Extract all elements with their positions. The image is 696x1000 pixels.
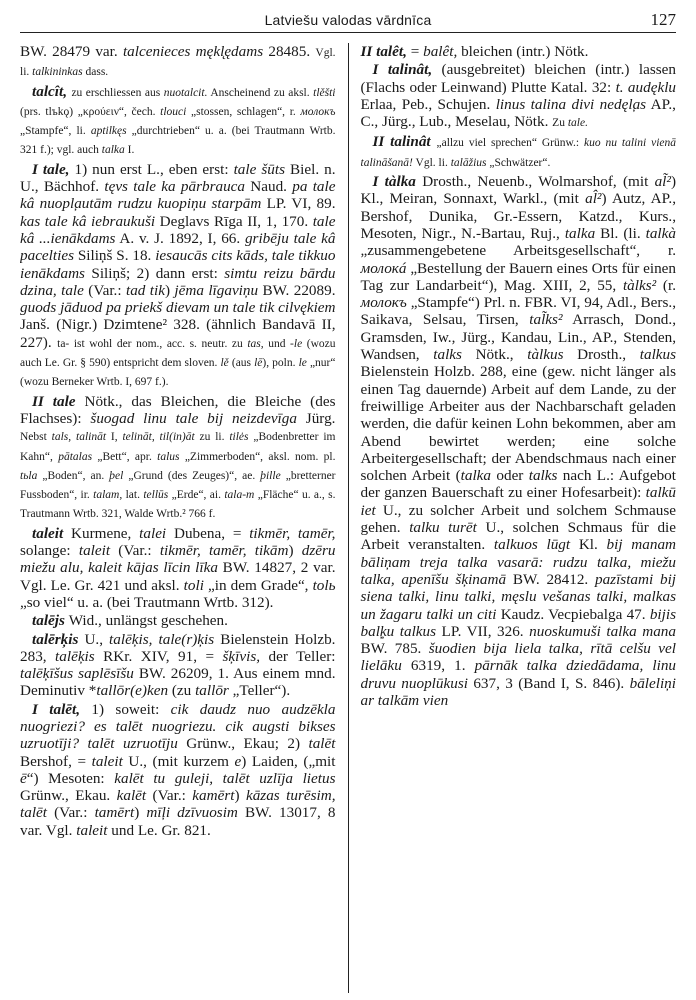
entry-text: Bielenstein Holzb. 288, eine (gew. nicht länger als einen Tag dauernde) Arbeit auf dem Lande, zu der freiwillige Arbeiter aus der Nachbarschaft geladen werden, die dafür keinen Lohn bekommen, aber am Abend bewirtet werden; eine solche Arbeitergesellschaft; der Abendschmaus nach einer solchen Arbeit (	[360, 363, 676, 485]
entry-text: dass.	[82, 66, 109, 79]
entry-text: talka	[564, 224, 596, 242]
dictionary-entry	[361, 43, 677, 60]
entry-text: taleit	[91, 752, 123, 770]
entry-text: (prs. tlъkǫ) „κρούειν“, čech.	[20, 105, 161, 118]
entry-text: BW. 26209, 1. Aus einem mnd. Deminutiv *	[20, 665, 336, 700]
two-column-body	[20, 43, 676, 993]
entry-text: „bretterner Fussboden“, ir.	[20, 469, 336, 502]
left-column	[20, 43, 348, 993]
entry-text: taleit	[76, 821, 108, 839]
entry-text: Siliņš S. 18.	[73, 247, 156, 265]
entry-text: „Stampfe“, li.	[20, 125, 91, 138]
entry-text: lē	[254, 357, 263, 370]
entry-text: tala-m	[224, 489, 255, 502]
entry-text: 28485.	[263, 43, 316, 60]
entry-text: le	[298, 357, 307, 370]
entry-text: BW. 785.	[360, 640, 429, 658]
entry-headword: I talinât,	[372, 61, 442, 79]
entry-text: talus	[157, 450, 180, 463]
entry-text: und	[263, 337, 291, 350]
entry-text: talks	[528, 467, 558, 485]
entry-text: ta- ist wohl der nom., acc. s. neutr. zu	[57, 337, 248, 350]
entry-text: talku turēt	[409, 519, 477, 537]
entry-text: „Fläche“ u. a., s. Trautmann Wrtb. 321, Walde Wrtb.² 766 f.	[20, 489, 336, 521]
entry-text: e	[234, 752, 242, 770]
entry-text: BW. 13017, 8 var. Vgl.	[20, 804, 336, 839]
entry-text: talkuos lūgt	[493, 536, 571, 554]
entry-text: (ausgebreitet) bleichen (intr.) lassen (Flachs oder Leinwand) Plutte Katal. 32:	[360, 61, 676, 96]
entry-text: lat.	[122, 489, 144, 502]
dictionary-entry	[20, 393, 336, 524]
entry-text: tale kâ ...ienākdams	[20, 212, 336, 247]
entry-text: Kaudz. Vecpiebalga 47.	[496, 605, 650, 623]
entry-text: BW. 28412.	[506, 570, 595, 588]
entry-text: Janš. (Nigr.) Dzimtene² 328. (ähnlich Bandavā II, 227).	[20, 316, 336, 351]
entry-headword: taleit	[32, 524, 72, 542]
entry-text: U.,	[84, 630, 110, 648]
entry-text: Biel. n. U., Bächhof.	[20, 160, 336, 196]
entry-text: kas tale kâ iebraukuši	[20, 212, 156, 230]
entry-text: ē	[20, 769, 27, 787]
entry-text: talcenieces mękl̨ędams	[122, 43, 264, 60]
dictionary-entry	[20, 631, 336, 700]
entry-text: kuo nu talini vienā talināšanā!	[360, 137, 676, 169]
entry-text: pa tale kâ nuopl̦autām rudzu kuopiņu starpām	[20, 178, 336, 213]
entry-text: ) Kl., Meiran, Sonnaxt, Warkl., (mit	[360, 173, 676, 208]
entry-text: Wid., unlängst geschehen.	[68, 612, 228, 630]
entry-text: I,	[106, 431, 123, 444]
entry-text: al̂²	[585, 190, 602, 208]
entry-text: cik daudz nuo audzēkla nuogriezi? es talēt nuogriezu. cik augsti bikses uzruotīji? talēt uzruotīju	[20, 700, 336, 753]
entry-text: talkus	[639, 346, 676, 364]
entry-text: gribēju tale kâ paceltiеs	[20, 229, 336, 265]
entry-text: I.	[124, 144, 135, 157]
entry-text: tьla	[20, 469, 38, 482]
entry-text: tikmēr, tamēr,	[249, 524, 336, 542]
entry-text: tęvs tale ka pārbrauca	[104, 178, 246, 196]
entry-text: talkà	[645, 224, 676, 242]
entry-text: LP. VI, 89.	[261, 195, 336, 213]
entry-text: -le	[290, 337, 303, 350]
entry-text: Nötk., das Bleichen, die Bleiche (des Flachses):	[20, 392, 336, 427]
entry-text: Kl.	[570, 536, 607, 554]
entry-text: „Zimmerboden“, aksl. nom. pl.	[179, 450, 336, 463]
entry-text: 1) soweit:	[91, 700, 171, 718]
entry-text: 637, 3 (Band I, S. 846).	[467, 674, 630, 692]
entry-text: U., solchen Schmaus für die Arbeit veranstalten.	[360, 519, 676, 554]
entry-text: talka	[460, 467, 492, 485]
entry-text: „Teller“).	[228, 682, 291, 700]
entry-text: pārnāk talka dziedādama, linu druvu nuoplūkusi	[360, 657, 676, 692]
entry-text: „Boden“, an.	[37, 469, 110, 482]
entry-text: BW. 28479 var.	[20, 43, 123, 60]
entry-headword: I tàlka	[372, 173, 423, 191]
entry-text: talkū iet	[360, 484, 676, 519]
entry-text: ) Laiden, („mit	[241, 752, 336, 770]
entry-text: „Bodenbretter im Kahn“,	[20, 431, 336, 463]
entry-text: U., (mit kurzem	[122, 752, 235, 770]
entry-text: „Erde“, ai.	[168, 489, 225, 502]
entry-text: der Teller:	[260, 647, 336, 665]
entry-headword: II talinât	[372, 133, 437, 151]
entry-text: ) Autz, AP., Bershof, Dunika, Gr.-Essern, Katzd., Kurs., Mesoten, Nigr., N.-Bartau, Ruj.,	[360, 190, 676, 242]
entry-text: zu li.	[194, 431, 230, 444]
entry-text: „allzu viel sprechen“ Grünw.:	[436, 137, 585, 150]
entry-text: молокъ	[300, 105, 336, 118]
entry-text: þel	[109, 469, 124, 482]
entry-text: (wozu auch Le. Gr. § 590) entspricht dem sloven.	[20, 337, 336, 370]
entry-text: tikmēr, tamēr, tikām	[159, 542, 289, 560]
entry-text: bijis bal̦ķu talkus	[360, 605, 676, 640]
entry-text: talkininkas	[32, 66, 83, 79]
entry-text: šķīvis,	[222, 647, 261, 665]
entry-text: молокá	[360, 259, 407, 277]
entry-text: þille	[260, 469, 281, 482]
entry-text: „stossen, schlagen“, r.	[186, 105, 301, 118]
entry-text: BW. 14827, 2 var. Vgl. Le. Gr. 421 und aksl.	[20, 559, 336, 594]
entry-text: 1) nun erst L., eben erst:	[74, 160, 234, 178]
entry-text: )	[234, 787, 246, 805]
entry-text: tolь	[312, 576, 336, 594]
entry-text: zu erschliessen aus	[71, 86, 164, 99]
entry-text: Jürg.	[296, 409, 336, 427]
entry-text: solange:	[20, 542, 79, 560]
entry-text: tellūs	[143, 489, 169, 502]
entry-text: tamērt	[94, 804, 135, 822]
entry-text: tàlkus	[527, 346, 564, 364]
right-column	[348, 43, 677, 993]
entry-text: Arrasch, Dond., Gramsden, Iw., Jürg., Kandau, Lin., AP., Stenden, Wandsen,	[360, 311, 676, 364]
entry-text: Grünw., Ekau; 2)	[177, 735, 309, 753]
entry-text: tlěšti	[313, 86, 336, 99]
dictionary-entry	[361, 173, 677, 709]
entry-text: „so viel“ u. a. (bei Trautmann Wrtb. 312).	[20, 593, 274, 611]
entry-text: kāzas turēsim, talēt	[20, 787, 336, 822]
entry-text: LP. VII, 326.	[436, 622, 530, 640]
entry-text: Nötk.,	[461, 346, 528, 364]
entry-text: lě	[220, 357, 229, 370]
entry-text: oder	[491, 467, 529, 485]
entry-text: (Var.:	[47, 804, 95, 822]
entry-text: Drosth.,	[563, 346, 640, 364]
entry-text: tas,	[247, 337, 264, 350]
entry-text: šuodien bija liela talka, rītā celšu vel lielāku	[360, 640, 676, 675]
entry-headword: I talēt,	[32, 700, 92, 718]
entry-text: Drosth., Neuenb., Wolmarshof, (mit	[422, 173, 655, 191]
entry-text: Bielenstein Holzb. 283,	[20, 630, 336, 665]
entry-text: Deglavs Rīga II, 1, 170.	[155, 212, 313, 230]
entry-headword: II talêt,	[360, 43, 411, 60]
entry-text: guods jāduod pa priekš dievam un tale tik cilvękiem	[20, 299, 336, 317]
entry-text: „Grund (des Zeuges)“, ae.	[123, 469, 261, 482]
entry-text: (Var.:	[83, 281, 126, 299]
entry-text: taleit	[78, 542, 111, 560]
entry-text: Dubena, =	[166, 524, 250, 542]
entry-text: bij manam bāliņam treja talka vasarā: rudzu talka, miežu talka, apenīšu šķinamā	[360, 536, 676, 588]
entry-text: jēma līgaviņu	[174, 281, 259, 299]
entry-text: toli	[183, 576, 204, 594]
entry-text: talāžius	[450, 156, 487, 169]
entry-text: )	[134, 804, 147, 822]
entry-text: Bl. (li.	[595, 224, 646, 242]
entry-text: balêt,	[423, 43, 458, 60]
entry-text: pātalas	[58, 450, 93, 463]
entry-text: „in dem Grade“,	[203, 576, 313, 594]
entry-text: talēķis	[55, 647, 95, 665]
entry-text: (aus	[228, 357, 255, 370]
entry-text: Grünw., Ekau.	[20, 787, 117, 805]
entry-text: talam,	[93, 489, 123, 502]
entry-text: kalēt	[116, 787, 147, 805]
entry-text: RKr. XIV, 91, =	[94, 647, 223, 665]
entry-text: 6319, 1.	[401, 657, 475, 675]
entry-text: talei	[139, 524, 167, 542]
entry-text: Kurmene,	[71, 524, 140, 542]
entry-text: nach L.: Aufgebot der ganzen Bauerschaft zu einer Hofesarbeit):	[360, 467, 676, 502]
entry-text: “) Mesoten:	[26, 769, 115, 787]
entry-text: aptilkęs	[90, 125, 127, 138]
entry-headword: talērķis	[32, 630, 85, 648]
entry-text: U., zu solcher Arbeit und solchem Schmause gehen.	[360, 501, 676, 537]
dictionary-entry	[20, 83, 336, 160]
entry-text: telināt, til(in)āt	[122, 431, 195, 444]
entry-text: dzēru miežu alu, kaleit kājas līcin līka	[20, 542, 336, 577]
entry-text: „nur“ (wozu Berneker Wrtb. I, 697 f.).	[20, 357, 336, 389]
entry-text: bleichen (intr.) Nötk.	[457, 43, 589, 60]
entry-headword: talcît,	[32, 82, 72, 100]
page-number: 127	[650, 10, 676, 29]
page-header	[20, 6, 676, 33]
entry-text: nuoskumuši talka mana	[529, 622, 676, 640]
entry-text: tàlks²	[622, 276, 657, 294]
entry-text: al̃²	[654, 173, 671, 191]
entry-text: (zu	[168, 682, 196, 700]
entry-text: pazīstami bij siena talki, linu talki, męslu vešanas talki, malkas un žagaru talki un citi	[360, 570, 676, 623]
entry-text: молокъ	[360, 294, 407, 312]
entry-text: tals, talināt	[51, 431, 107, 444]
entry-text: tallōr(e)ken	[96, 682, 169, 700]
entry-text: „zusammengebetene Arbeitsgesellschaft“, r.	[360, 242, 676, 260]
entry-text: Anscheinend zu aksl.	[207, 86, 314, 99]
entry-text: Naud.	[245, 178, 293, 196]
entry-text: und Le. Gr. 821.	[107, 821, 211, 839]
entry-text: nuotalcit.	[163, 86, 208, 99]
dictionary-entry	[20, 161, 336, 392]
entry-text: talēķis, tale(r)ķis	[109, 630, 215, 648]
entry-text: šuogad linu tale bij neizdevīga	[90, 409, 297, 427]
dictionary-entry	[361, 133, 677, 172]
entry-text: bāleliņi ar talkām vien	[360, 674, 676, 709]
entry-text: Bershof, =	[20, 752, 92, 770]
entry-headword: II tale	[32, 392, 85, 410]
entry-headword: talējs	[32, 612, 69, 630]
entry-text: talks	[433, 346, 462, 364]
entry-headword: I tale,	[32, 160, 75, 178]
entry-text: linus talina divi nedęl̦as	[495, 95, 647, 113]
entry-text: talēķīšus saplēsīšu	[20, 665, 134, 683]
entry-text: talēt	[308, 735, 336, 753]
entry-text: talka	[101, 144, 125, 157]
entry-text: A. v. J. 1892, I, 66.	[115, 229, 245, 247]
entry-text: AP., C., Jürg., Lub., Meselau, Nötk.	[360, 95, 676, 131]
entry-text: Vgl. li.	[412, 156, 451, 169]
entry-text: kalēt tu guleji, talēt uzlīja lietus	[114, 769, 336, 787]
entry-text: )	[164, 281, 175, 299]
entry-text: (Var.:	[146, 787, 193, 805]
entry-text: (Var.:	[110, 542, 160, 560]
entry-text: simtu reizu bārdu dzina, tale	[20, 264, 336, 299]
entry-text: Nebst	[20, 431, 52, 444]
entry-text: tilės	[229, 431, 249, 444]
entry-text: Erlaa, Peb., Schujen.	[360, 95, 496, 113]
entry-text: „durchtrieben“ u. a. (bei Trautmann Wrtb. 321 f.); vgl. auch	[20, 125, 336, 157]
entry-text: tlouci	[160, 105, 187, 118]
entry-text: „Stampfe“) Prl. n. FBR. VI, 94, Adl., Bers., Saikava, Selsau, Tirsen,	[360, 294, 676, 329]
entry-text: BW. 22089.	[258, 281, 336, 299]
entry-text: tale šūts	[233, 160, 285, 178]
entry-text: Zu	[552, 117, 568, 130]
entry-text: =	[410, 43, 424, 60]
entry-text: tale.	[567, 117, 588, 130]
entry-text: tad tik	[125, 281, 165, 299]
entry-text: „Bett“, apr.	[92, 450, 158, 463]
running-title: Latviešu valodas vārdnīca	[264, 12, 432, 28]
entry-text: tallōr	[195, 682, 229, 700]
dictionary-entry	[20, 701, 336, 839]
entry-text: „Bestellung der Bauern eines Orts für einen Tag zur Landarbeit“), Mag. XIII, 2, 55,	[360, 259, 676, 294]
entry-text: iesaucās cits kāds, tale tikkuo ienākdams	[20, 247, 336, 282]
entry-text: Vgl. li.	[20, 47, 336, 79]
dictionary-entry	[20, 525, 336, 611]
entry-text: mīļi dzīvuosim	[146, 804, 238, 822]
dictionary-entry	[361, 61, 677, 132]
entry-text: „Schwätzer“.	[486, 156, 551, 169]
entry-text: kamērt	[192, 787, 235, 805]
dictionary-entry	[20, 612, 336, 629]
entry-text: )	[288, 542, 302, 560]
entry-text: t. audęklu	[615, 78, 676, 96]
entry-text: Siliņš; 2) dann erst:	[84, 264, 225, 282]
entry-text: tal̃ks²	[529, 311, 563, 329]
entry-text: (r.	[656, 276, 676, 294]
entry-text: ), poln.	[262, 357, 299, 370]
dictionary-entry	[20, 43, 336, 82]
